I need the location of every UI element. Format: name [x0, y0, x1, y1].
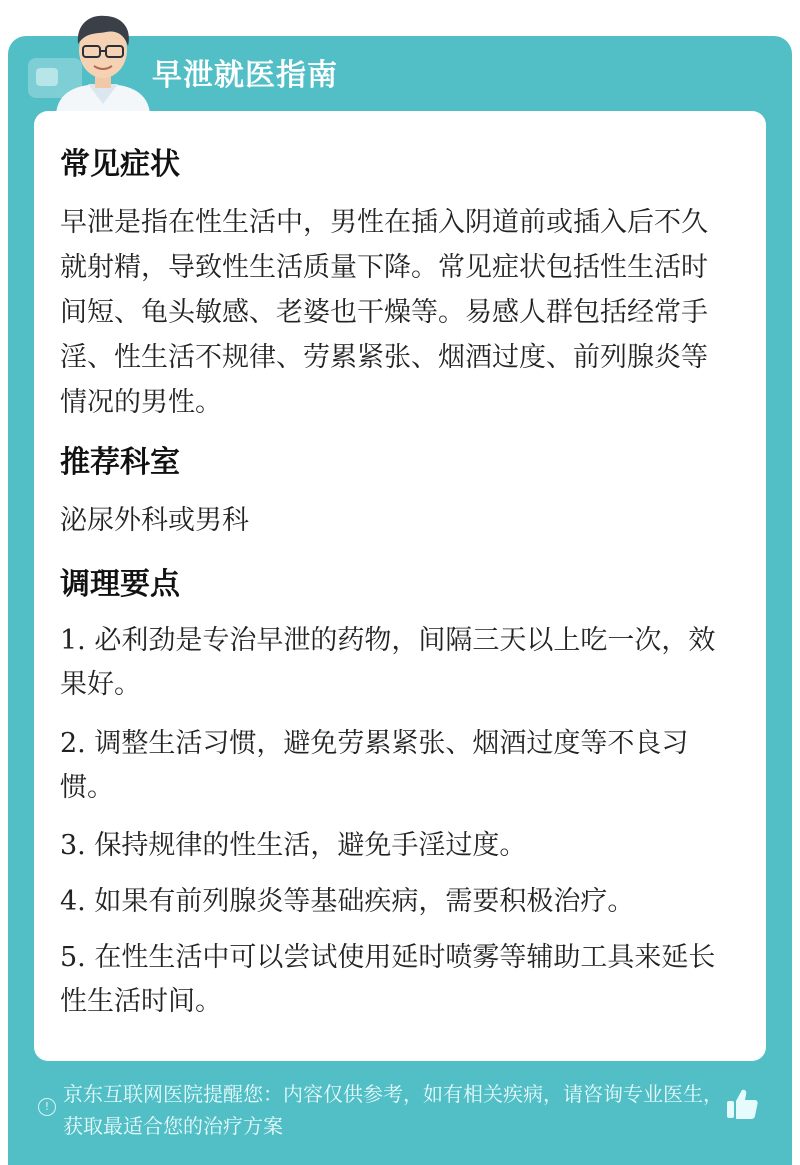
tip-item — [60, 619, 730, 707]
tip-text: 在性生活中可以尝试使用延时喷雾等辅助工具来延长性生活时间。 — [60, 942, 716, 1017]
tip-text: 必利劲是专治早泄的药物，间隔三天以上吃一次，效果好。 — [60, 625, 716, 700]
footer-disclaimer: 京东互联网医院提醒您：内容仅供参考，如有相关疾病，请咨询专业医生，获取最适合您的治疗方案 — [63, 1082, 723, 1138]
tip-item — [60, 936, 730, 1024]
department-body: 泌尿外科或男科 — [60, 505, 249, 536]
symptoms-body: 早泄是指在性生活中，男性在插入阴道前或插入后不久就射精，导致性生活质量下降。常见症状包括性生活时间短、龟头敏感、老婆也干燥等。易感人群包括经常手淫、性生活不规律、劳累紧张、烟酒过度、前列腺炎等情况的男性。 — [60, 207, 708, 418]
tip-number: 5. — [60, 942, 86, 973]
symptoms-title: 常见症状 — [60, 147, 180, 182]
doctor-avatar — [48, 4, 158, 114]
info-circle-icon: ! — [38, 1098, 56, 1116]
tip-item — [60, 824, 730, 868]
thumbs-up-icon[interactable] — [724, 1086, 760, 1122]
content-card — [34, 111, 766, 1061]
tip-number: 4. — [60, 886, 86, 917]
tip-number: 3. — [60, 830, 86, 861]
tip-item — [60, 722, 730, 810]
tip-number: 2. — [60, 728, 86, 759]
tip-text: 保持规律的性生活，避免手淫过度。 — [94, 830, 527, 861]
tip-text: 如果有前列腺炎等基础疾病，需要积极治疗。 — [94, 886, 635, 917]
tip-item — [60, 880, 730, 924]
tip-number: 1. — [60, 625, 86, 656]
department-title: 推荐科室 — [60, 445, 180, 480]
tip-text: 调整生活习惯，避免劳累紧张、烟酒过度等不良习惯。 — [60, 728, 689, 803]
tips-title: 调理要点 — [60, 567, 180, 602]
page-title: 早泄就医指南 — [152, 58, 338, 93]
